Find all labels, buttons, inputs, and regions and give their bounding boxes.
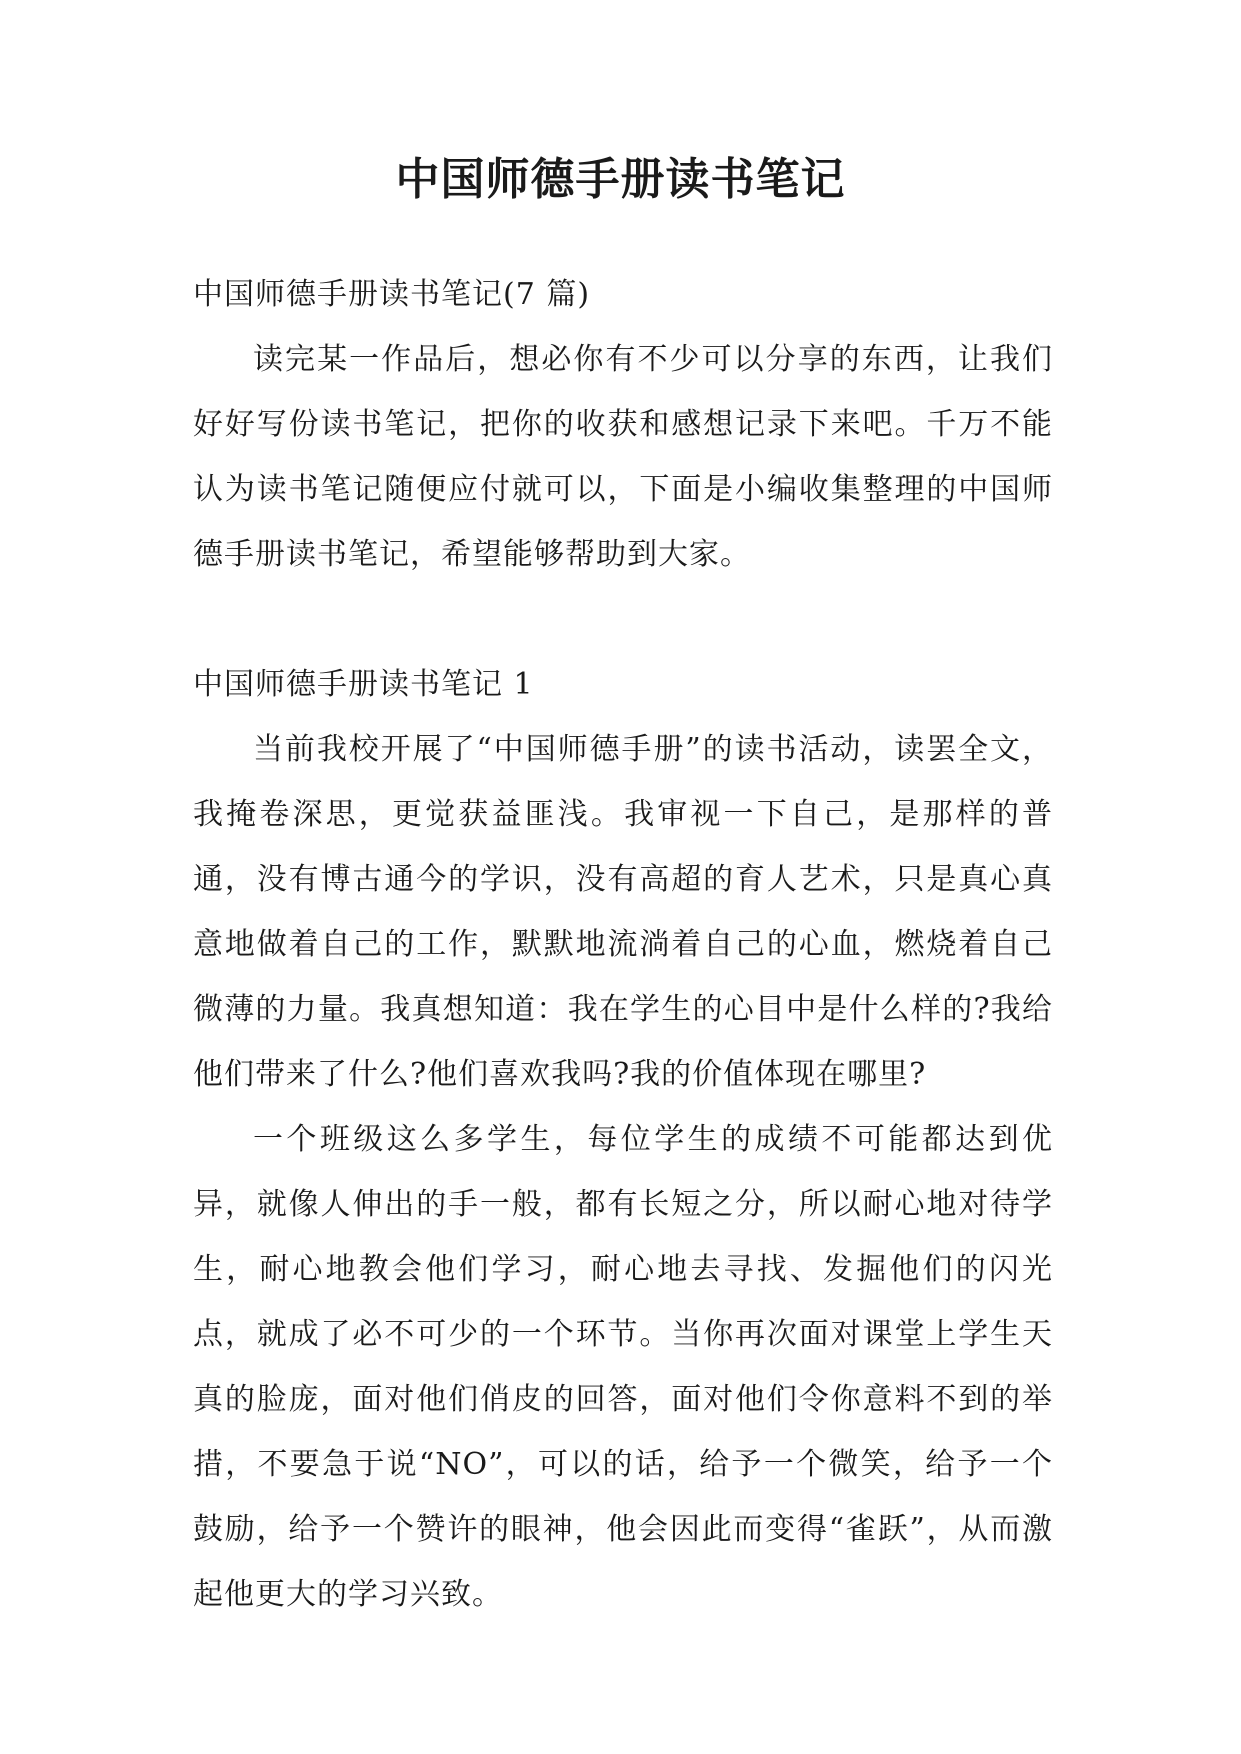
- section-spacer: [193, 587, 1053, 652]
- section-heading: 中国师德手册读书笔记 1: [193, 667, 534, 702]
- intro-paragraph: 读完某一作品后，想必你有不少可以分享的东西，让我们好好写份读书笔记，把你的收获和感想记录下来吧。千万不能认为读书笔记随便应付就可以，下面是小编收集整理的中国师德手册读书笔记，希望能够帮助到大家。: [193, 342, 1053, 572]
- body-paragraph: 一个班级这么多学生，每位学生的成绩不可能都达到优异，就像人伸出的手一般，都有长短之分，所以耐心地对待学生，耐心地教会他们学习，耐心地去寻找、发掘他们的闪光点，就成了必不可少的一个环节。当你再次面对课堂上学生天真的脸庞，面对他们俏皮的回答，面对他们令你意料不到的举措，不要急于说“NO”，可以的话，给予一个微笑，给予一个鼓励，给予一个赞许的眼神，他会因此而变得“雀跃”，从而激起他更大的学习兴致。: [193, 1122, 1053, 1612]
- document-title: 中国师德手册读书笔记: [395, 154, 846, 205]
- body-paragraph: 当前我校开展了“中国师德手册”的读书活动，读罢全文，我掩卷深思，更觉获益匪浅。我审视一下自己，是那样的普通，没有博古通今的学识，没有高超的育人艺术，只是真心真意地做着自己的工作，默默地流淌着自己的心血，燃烧着自己微薄的力量。我真想知道：我在学生的心目中是什么样的?我给他们带来了什么?他们喜欢我吗?我的价值体现在哪里?: [193, 732, 1053, 1092]
- document-body: [193, 262, 1053, 1627]
- document-subtitle: 中国师德手册读书笔记(7 篇): [193, 277, 591, 312]
